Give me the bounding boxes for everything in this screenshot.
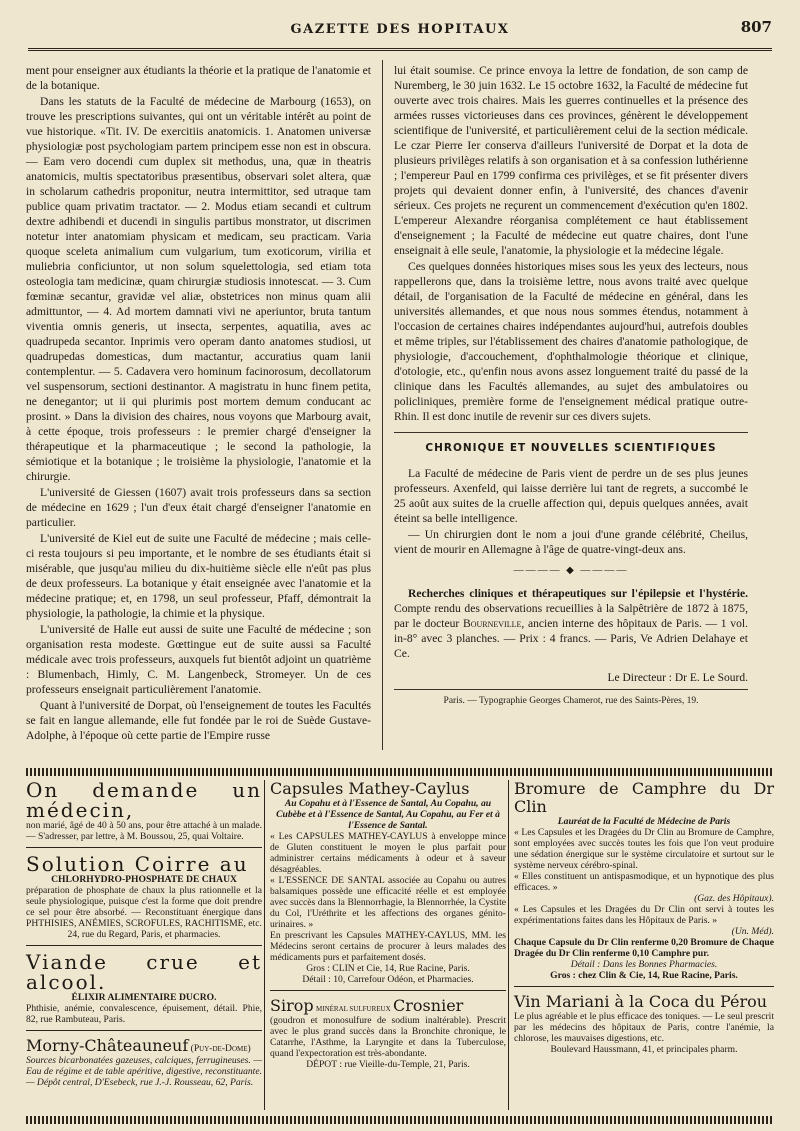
ad-headline: Solution Coirre au <box>26 852 249 876</box>
ad-text: « L'ESSENCE DE SANTAL associée au Copahu ou autres balsamiques possède une efficacité réelle et est employée avec succès dans la Blennorrhagie, la Blennorrhée, la Cystite du Col, l'Uréthrite et les affections des organes génito-urinaires. » <box>270 875 506 930</box>
ad-headline-name: Crosnier <box>393 996 464 1015</box>
printer-line: Paris. — Typographie Georges Chamerot, rue des Saints-Pères, 19. <box>443 696 699 706</box>
ad-coirre <box>26 854 262 946</box>
ad-citation: (Gaz. des Hôpitaux). <box>694 893 774 904</box>
review-text-2: , ancien interne des hôpitaux de Paris. — 1 vol. in-8° avec 3 planches. — Prix : 4 francs. — Paris, Ve Adrien Delahaye et Ce. <box>394 617 748 660</box>
ad-text: préparation de phosphate de chaux la plus rationnelle et la seule physiologique, puisque c'est la forme que doit prendre ce sel pour être absorbé. — Reconstituant énergique dans PHTHISIES, ANÉMIES, SCROFULES, RACHITISME, etc. <box>26 885 262 929</box>
book-review <box>394 586 748 661</box>
ad-citation: (Un. Méd). <box>731 926 774 937</box>
ad-text: Chaque Capsule du Dr Clin renferme 0,20 Bromure de Chaque Dragée du Dr Clin renferme 0,10 Camphre pur. <box>514 937 774 959</box>
ad-headline: Morny-Châteauneuf <box>26 1036 189 1055</box>
review-title: Recherches cliniques et thérapeutiques sur l'épilepsie et l'hystérie. <box>408 587 748 600</box>
ad-text: « Les Capsules et les Dragées du Dr Clin ont servi à toutes les expérimentations faites dans les Hôpitaux de Paris. » <box>514 904 774 926</box>
advertisements <box>26 780 774 1110</box>
ad-text: En prescrivant les Capsules MATHEY-CAYLUS, MM. les Médecins seront certains de procurer à leurs malades des médicaments purs et parfaitement dosés. <box>270 930 506 963</box>
right-paragraph: lui était soumise. Ce prince envoya la lettre de fondation, de son camp de Nuremberg, le 30 juin 1632. Le 15 octobre 1632, la Faculté de médecine fut ouverte avec trois chaires. Mais les guerres continuelles et la présence des armées russes victorieuses dans ces provinces, génèrent le développement scientifique de l'université, et particulièrement celui de la section médicale. Le czar Pierre Ier conserva d'ailleurs l'université de Dorpat et la dota de plusieurs privilèges relatifs à son organisation et à sa confession luthérienne ; l'empereur Paul en 1799 confirma ces privilèges, et se fit présenter divers projets qui devaient donner enfin, à l'université, des chances d'avenir sérieux. Ces projets ne reçurent un commencement d'exécution qu'en 1802. L'empereur Alexandre réorganisa complétement ce haut établissement d'enseignement ; la Faculté de médecine eut quatre chaires, dont l'une enseignait à elle seule, l'anatomie, la physiologie et la médecine légale. <box>394 64 748 257</box>
publication-title: GAZETTE DES HOPITAUX <box>290 22 510 37</box>
left-paragraph: Quant à l'université de Dorpat, où l'enseignement de toutes les Facultés se fait en langue allemande, elle fut fondée par le roi de Suède Gustave-Adolphe, à l'époque où cette partie de l'Empire russe <box>26 699 371 742</box>
advertising-band <box>26 768 774 776</box>
page-number: 807 <box>740 18 772 36</box>
ad-text: Phthisie, anémie, convalescence, épuisement, détail. Phie, 82, rue Rambuteau, Paris. <box>26 1003 262 1025</box>
ad-column-c <box>514 780 774 1110</box>
ad-morny <box>26 1037 262 1093</box>
ad-address: Boulevard Haussmann, 41, et principales pharm. <box>550 1044 738 1055</box>
ad-bromure <box>514 780 774 987</box>
director-line: Le Directeur : Dr E. Le Sourd. <box>394 671 748 690</box>
review-text: Compte rendu des observations recueillies à la Salpêtrière de 1872 à 1875, par le docteur <box>394 602 748 630</box>
ad-headline: Sirop <box>270 996 314 1015</box>
ad-headline: Viande crue et alcool. <box>26 950 262 994</box>
chronique-paragraph: — Un chirurgien dont le nom a joui d'une grande célébrité, Cheilus, vient de mourir en Allemagne à l'âge de quatre-vingt-deux ans. <box>394 528 748 556</box>
ad-headline: On demande un médecin, <box>26 778 262 822</box>
ad-mariani <box>514 993 774 1060</box>
header-rule <box>28 48 772 51</box>
ad-viande <box>26 952 262 1031</box>
ad-text: « Les Capsules et les Dragées du Dr Clin au Bromure de Camphre, sont employées avec succès toutes les fois que l'on veut produire une sédation énergique sur le système circulatoire et surtout sur le système nerveux cérébro-spinal. <box>514 827 774 871</box>
ad-headline: Vin Mariani à la Coca du Pérou <box>514 992 768 1011</box>
ad-column-b <box>270 780 506 1110</box>
ad-subtitle: ÉLIXIR ALIMENTAIRE DUCRO. <box>71 992 217 1003</box>
ad-detail: Détail : Dans les Bonnes Pharmacies. <box>570 959 718 970</box>
ad-tag: (Puy-de-Dome) <box>190 1043 251 1054</box>
left-column <box>26 63 371 744</box>
ad-address: 24, rue du Regard, Paris, et pharmacies. <box>67 929 221 940</box>
review-author: Bourneville <box>462 617 522 630</box>
ad-text: « Elles constituent un antispasmodique, et un hypnotique des plus efficaces. » <box>514 871 774 893</box>
left-paragraph: L'université de Halle eut aussi de suite une Faculté de médecine ; son organisation resta modeste. Gœttingue eut de suite aussi sa Faculté médicale avec trois professeurs, auxquels fut bientôt adjoint un quatrième : Blumenbach, Himly, C. M. Langenbeck, Stromeyer. Un de ces professeurs enseignait particulièrement l'anatomie. <box>26 623 371 696</box>
ad-gros: Gros : chez Clin & Cie, 14, Rue Racine, Paris. <box>550 970 738 981</box>
ad-text: Sources bicarbonatées gazeuses, calciques, ferrugineuses. — Eau de régime et de table apéritive, digestive, reconstituante. — Dépôt central, D'Esebeck, rue J.-J. Rousseau, 62, Paris. <box>26 1055 262 1088</box>
ad-subtitle: CHLORHYDRO-PHOSPHATE DE CHAUX <box>51 874 237 885</box>
chronique-heading: CHRONIQUE ET NOUVELLES SCIENTIFIQUES <box>394 432 748 456</box>
ad-tag: MINÉRAL SULFUREUX <box>316 1005 391 1013</box>
ad-text: Le plus agréable et le plus efficace des toniques. — Le seul prescrit par les médecins des hôpitaux de Paris, contre l'anémie, la chlorose, les mauvaises digestions, etc. <box>514 1011 774 1044</box>
ad-medecin <box>26 780 262 848</box>
column-separator <box>382 60 383 750</box>
page-header <box>28 18 772 48</box>
right-paragraph: Ces quelques données historiques mises sous les yeux des lecteurs, nous rappellerons que, dans la troisième lettre, nous avons traité avec quelque détail, de l'organisation de la Faculté de médecine en général, dans les universités allemandes, et que nous nous sommes étendus, notamment à l'occasion de certaines chaires indépendantes aujourd'hui, autrefois doubles et même triples, sur l'établissement des chaires d'anatomie pathologique, de physiologie, d'accouchement, d'ophthalmologie théorique et clinique, d'otologie, etc., qu'enfin nous avons assez longuement traité du passé de la clinique dans les Facultés allemandes, au sujet des ambulatoires ou policliniques, première forme de l'enseignement médical pratique outre-Rhin. Il est donc inutile de revenir sur ces divers sujets. <box>394 260 748 423</box>
left-paragraph: ment pour enseigner aux étudiants la théorie et la pratique de l'anatomie et de la botanique. <box>26 64 371 92</box>
ad-headline: Capsules Mathey-Caylus <box>270 779 470 798</box>
ad-headline: Bromure de Camphre du Dr Clin <box>514 779 774 816</box>
ornament-divider: ———— ◆ ———— <box>513 565 629 576</box>
ad-text: non marié, âgé de 40 à 50 ans, pour être attaché à un malade. — S'adresser, par lettre, à M. Boussou, 25, quai Voltaire. <box>26 820 262 842</box>
chronique-paragraph: La Faculté de médecine de Paris vient de perdre un de ses plus jeunes professeurs. Axenfeld, qui laisse derrière lui tant de regrets, a succombé le 25 août aux suites de la cruelle affection qui, depuis quelques années, avait éteint sa belle intelligence. <box>394 467 748 525</box>
ad-sirop <box>270 997 506 1075</box>
bottom-band <box>26 1116 774 1124</box>
ad-subtitle: Lauréat de la Faculté de Médecine de Paris <box>557 816 731 827</box>
ad-column-a <box>26 780 262 1110</box>
ad-subtitle: Au Copahu et à l'Essence de Santal, Au Copahu, au Cubèbe et à l'Essence de Santal, Au Copahu, au Fer et à l'Essence de Santal. <box>276 798 500 831</box>
ad-capsules <box>270 780 506 991</box>
ad-text: (goudron et monosulfure de sodium inaltérable). Prescrit avec le plus grand succès dans la Bronchite chronique, le Catarrhe, l'Asthme, la Laryngite et dans la Tuberculose, quand l'expectoration est très-abondante. <box>270 1015 506 1059</box>
right-column <box>394 63 748 709</box>
left-paragraph: L'université de Giessen (1607) avait trois professeurs dans sa section de médecine en 1629 ; l'un d'eux était chargé d'enseigner l'anatomie en particulier. <box>26 486 371 529</box>
ad-address: Détail : 10, Carrefour Odéon, et Pharmacies. <box>302 974 474 985</box>
ad-text: « Les CAPSULES MATHEY-CAYLUS à enveloppe mince de Gluten constituent le moyen le plus parfait pour administrer certains médicaments à odeur et à saveur désagréables. <box>270 831 506 875</box>
left-paragraph: Dans les statuts de la Faculté de médecine de Marbourg (1653), on trouve les prescriptions suivantes, qui ont un véritable intérêt au point de vue historique. «Tit. IV. De exercitiis anatomicis. 1. Anatomen universæ physiologiæ post psychologiam partem principem esse non est in obscura. — Eam vero docendi cum duplex sit methodus, una, quæ in theatris anatomicis, multis spectatoribus præsentibus, observari solet altera, quæ in scholarum cathedris proponitur, neutra intermittitor, sed utraque tam publice quam privatim tractator. — 2. Modus etiam secandi et cultrum dextre adhibendi et ducendi in singulis partibus monstrator, ut discrimen notetur inter anatomiam physicam et medicam, seu practicam. Varia quoque sceleta animalium cum vulgarium, tum exoticorum, virilia et muliebria conficiuntor, ut non solum squelettologia, sed etiam tota osteologia tam medicinæ, quam chirurgiæ studiosis innotescat. — 3. Cum fœminæ secantur, gravidæ vel aliæ, obstetrices non minus quam alii admittuntor, — 4. Ad mortem damnati vivi ne aperiuntor, bruta tantum viventia omnis generis, ut insecta, serpentes, aquatilia, aves ac quadrupeda secantor. Inprimis vero operam danto anatomes studiosi, ut quadrupedas domesticas, dum mactantur, accuratius quam lanii contemplentur. — 5. Cadavera vero hominum facinorosum, decollatorum vel suspensorum, sectioni destinantor. A magistratu in hunc finem petita, ne denegantor; ut ii qui plurimis post mortem demum conducant ac prosint. » Dans la division des chaires, nous voyons que Marbourg avait, à cette époque, trois professeurs : le premier chargé d'enseigner la thérapeutique et la pharmaceutique ; le second la pathologie, la sémiotique et la botanique ; le troisième la physiologie, l'anatomie et la chirurgie. <box>26 95 371 483</box>
ad-address: DÉPOT : rue Vieille-du-Temple, 21, Paris. <box>306 1059 470 1070</box>
left-paragraph: L'université de Kiel eut de suite une Faculté de médecine ; mais celle-ci resta toujours si peu importante, et le nombre de ses étudiants était si misérable, que jusqu'au milieu du dix-huitième siècle elle n'eût pas plus de deux professeurs. La botanique y était enseignée avec l'anatomie et la médecine pratique; et, en 1798, un seul professeur, Pfaff, démontrait la physiologie, la pathologie, la chimie et la physique. <box>26 532 371 620</box>
ad-address: Gros : CLIN et Cie, 14, Rue Racine, Paris. <box>306 963 470 974</box>
